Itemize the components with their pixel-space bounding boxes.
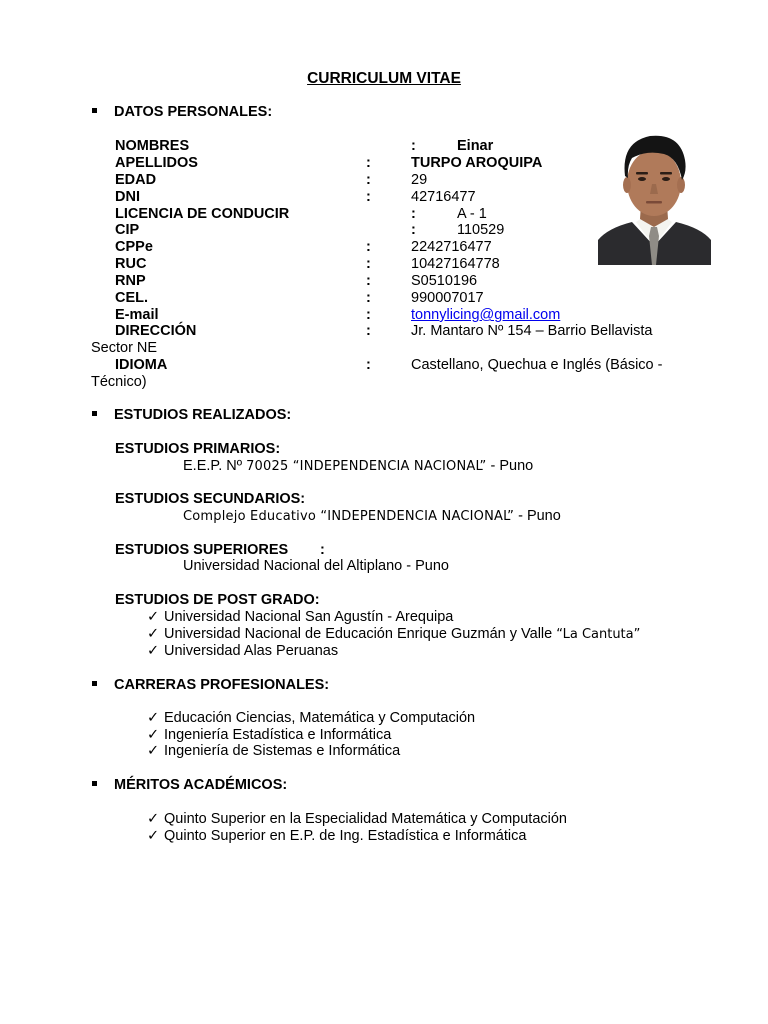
list-item xyxy=(0,811,768,828)
field-colon: : xyxy=(366,172,371,188)
field-label: LICENCIA DE CONDUCIR xyxy=(115,206,290,222)
page-title: CURRICULUM VITAE xyxy=(307,70,461,87)
field-colon: : xyxy=(411,206,416,222)
field-value: 29 xyxy=(411,172,428,188)
field-label: RUC xyxy=(115,256,147,272)
list-item-text: Ingeniería Estadística e Informática xyxy=(164,727,392,743)
field-colon: : xyxy=(366,307,371,323)
field-value: 42716477 xyxy=(411,189,476,205)
profile-photo xyxy=(598,128,711,265)
list-item xyxy=(0,743,768,760)
field-value: S0510196 xyxy=(411,273,478,289)
check-icon: ✓ xyxy=(147,626,160,642)
field-colon: : xyxy=(366,256,371,272)
section-personal-label: DATOS PERSONALES: xyxy=(114,104,273,120)
studies-row xyxy=(0,592,768,609)
studies-row xyxy=(0,458,768,475)
field-row xyxy=(0,290,768,307)
field-value: TURPO AROQUIPA xyxy=(411,155,543,171)
field-row xyxy=(0,323,768,340)
field-colon: : xyxy=(366,273,371,289)
superior-colon: : xyxy=(320,542,325,558)
list-item-text: Universidad Alas Peruanas xyxy=(164,643,339,659)
field-value: 10427164778 xyxy=(411,256,500,272)
email-link[interactable]: tonnylicing@gmail.com xyxy=(411,307,561,323)
section-studies-label: ESTUDIOS REALIZADOS: xyxy=(114,407,292,423)
field-value: 990007017 xyxy=(411,290,484,306)
field-label: DIRECCIÓN xyxy=(115,323,197,339)
field-row xyxy=(0,273,768,290)
field-label: CPPe xyxy=(115,239,153,255)
studies-row xyxy=(0,508,768,525)
superior-label: ESTUDIOS SUPERIORES xyxy=(115,542,289,558)
list-item xyxy=(0,828,768,845)
field-colon: : xyxy=(411,138,416,154)
field-row-wrap xyxy=(0,340,768,357)
list-item-extra: “La Cantuta” xyxy=(556,627,641,642)
list-item xyxy=(0,626,768,643)
postgrad-item xyxy=(147,626,640,643)
field-value: Jr. Mantaro Nº 154 – Barrio Bellavista xyxy=(411,323,653,339)
field-colon: : xyxy=(366,357,371,373)
list-item xyxy=(0,710,768,727)
list-item xyxy=(0,609,768,626)
check-icon: ✓ xyxy=(147,609,160,625)
field-value: 2242716477 xyxy=(411,239,492,255)
field-value: Einar xyxy=(457,138,494,154)
check-icon: ✓ xyxy=(147,710,160,726)
field-value: Castellano, Quechua e Inglés (Básico - xyxy=(411,357,663,373)
field-value: 110529 xyxy=(457,222,505,238)
field-colon: : xyxy=(411,222,416,238)
list-item-text: Quinto Superior en la Especialidad Matemática y Computación xyxy=(164,811,567,827)
check-icon: ✓ xyxy=(147,828,160,844)
bullet-icon xyxy=(92,681,97,686)
primary-prefix: E.E.P. Nº xyxy=(183,458,243,474)
postgrad-item xyxy=(147,609,453,626)
check-icon: ✓ xyxy=(147,727,160,743)
field-row-wrap xyxy=(0,374,768,391)
field-label: CIP xyxy=(115,222,140,238)
field-row xyxy=(0,307,768,324)
field-label: IDIOMA xyxy=(115,357,168,373)
section-studies xyxy=(92,407,291,423)
list-item-text: Quinto Superior en E.P. de Ing. Estadística e Informática xyxy=(164,828,527,844)
secondary-name: Complejo Educativo “INDEPENDENCIA NACIONAL” xyxy=(183,509,515,524)
field-value-wrap: Técnico) xyxy=(91,374,147,390)
field-label: NOMBRES xyxy=(115,138,190,154)
field-label: RNP xyxy=(115,273,146,289)
section-merits-label: MÉRITOS ACADÉMICOS: xyxy=(114,777,288,793)
career-item xyxy=(147,743,400,760)
field-colon: : xyxy=(366,155,371,171)
portrait-image xyxy=(598,128,711,265)
bullet-icon xyxy=(92,108,97,113)
primary-school xyxy=(183,458,533,475)
superior-value: Universidad Nacional del Altiplano - Puno xyxy=(183,558,449,574)
section-careers xyxy=(92,677,329,693)
postgrad-item xyxy=(147,643,338,660)
field-label: APELLIDOS xyxy=(115,155,198,171)
studies-row xyxy=(0,491,768,508)
field-colon: : xyxy=(366,323,371,339)
studies-row xyxy=(0,441,768,458)
field-label: EDAD xyxy=(115,172,157,188)
primary-suffix: - Puno xyxy=(486,458,534,474)
field-colon: : xyxy=(366,239,371,255)
section-careers-label: CARRERAS PROFESIONALES: xyxy=(114,677,330,693)
check-icon: ✓ xyxy=(147,811,160,827)
field-value-wrap: Sector NE xyxy=(91,340,158,356)
primary-name: 70025 “INDEPENDENCIA NACIONAL” xyxy=(246,459,487,474)
field-colon: : xyxy=(366,189,371,205)
primary-label: ESTUDIOS PRIMARIOS: xyxy=(115,441,281,457)
studies-row xyxy=(0,542,768,559)
list-item-text: Universidad Nacional de Educación Enrique Guzmán y Valle xyxy=(164,626,553,642)
career-item xyxy=(147,727,391,744)
check-icon: ✓ xyxy=(147,743,160,759)
secondary-school xyxy=(183,508,561,525)
list-item-text: Universidad Nacional San Agustín - Arequipa xyxy=(164,609,454,625)
section-merits xyxy=(92,777,287,793)
bullet-icon xyxy=(92,781,97,786)
field-row xyxy=(0,357,768,374)
section-personal xyxy=(92,104,272,120)
postgrad-label: ESTUDIOS DE POST GRADO: xyxy=(115,592,320,608)
career-item xyxy=(147,710,475,727)
secondary-label: ESTUDIOS SECUNDARIOS: xyxy=(115,491,306,507)
list-item xyxy=(0,643,768,660)
field-value: A - 1 xyxy=(457,206,487,222)
field-label: CEL. xyxy=(115,290,149,306)
merit-item xyxy=(147,811,567,828)
field-colon: : xyxy=(366,290,371,306)
check-icon: ✓ xyxy=(147,643,160,659)
merit-item xyxy=(147,828,526,845)
secondary-suffix: - Puno xyxy=(514,508,561,524)
field-label: DNI xyxy=(115,189,140,205)
bullet-icon xyxy=(92,411,97,416)
studies-row xyxy=(0,558,768,575)
field-label: E-mail xyxy=(115,307,159,323)
list-item-text: Educación Ciencias, Matemática y Computación xyxy=(164,710,476,726)
list-item xyxy=(0,727,768,744)
list-item-text: Ingeniería de Sistemas e Informática xyxy=(164,743,401,759)
